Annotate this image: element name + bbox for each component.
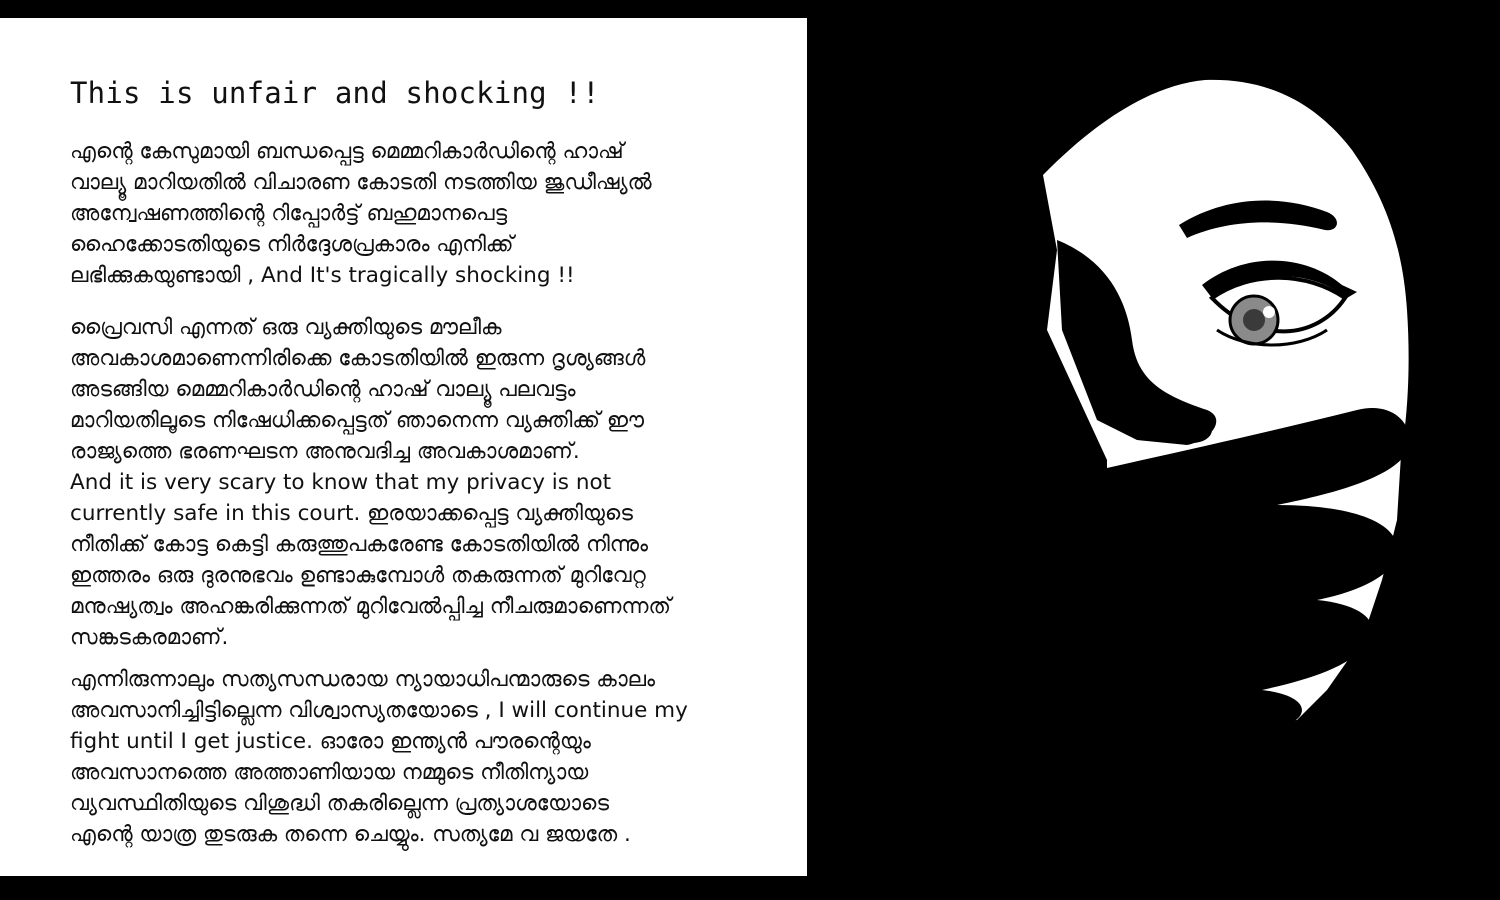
text-line: അവസാനത്തെ അത്താണിയായ നമ്മുടെ നീതിന്യായ [70,760,589,785]
statement-paragraph-3 [70,664,770,850]
text-line: ഇത്തരം ഒരു ദുരനുഭവം ഉണ്ടാകുമ്പോൾ തകരുന്നത് മുറിവേറ്റ [70,563,646,588]
nose-mark [1172,417,1212,443]
text-line: currently safe in this court. ഇരയാക്കപ്പെട്ട വ്യക്തിയുടെ [70,501,633,526]
statement-paragraph-2 [70,312,770,653]
text-line: വ്യവസ്ഥിതിയുടെ വിശുദ്ധി തകരില്ലെന്ന പ്രത്യാശയോടെ [70,791,610,816]
text-line: സങ്കടകരമാണ്. [70,625,229,650]
text-line: മാറിയതിലൂടെ നിഷേധിക്കപ്പെട്ടത് ഞാനെന്ന വ്യക്തിക്ക് ഈ [70,408,645,433]
text-line: അവസാനിച്ചിട്ടില്ലെന്ന വിശ്വാസ്യതയോടെ , I will continue my [70,698,688,723]
text-line: എന്റെ കേസുമായി ബന്ധപ്പെട്ട മെമ്മറികാർഡിന്റെ ഹാഷ് [70,139,624,164]
text-line: അവകാശമാണെന്നിരിക്കെ കോടതിയിൽ ഇരുന്ന ദൃശ്യങ്ങൾ [70,346,646,371]
statement-card [0,18,807,876]
text-line: വാല്യൂ മാറിയതിൽ വിചാരണ കോടതി നടത്തിയ ജുഡീഷ്യൽ [70,170,652,195]
statement-title: This is unfair and shocking !! [70,76,600,110]
text-line: രാജ്യത്തെ ഭരണഘടന അനുവദിച്ച അവകാശമാണ്. [70,439,580,464]
text-line: അടങ്ങിയ മെമ്മറികാർഡിന്റെ ഹാഷ് വാല്യൂ പലവട്ടം [70,377,576,402]
statement-paragraph-1 [70,136,770,291]
covered-mouth-woman-icon [807,0,1500,900]
text-line: ഹൈക്കോടതിയുടെ നിർദ്ദേശപ്രകാരം എനിക്ക് [70,232,514,257]
text-line: മനുഷ്യത്വം അഹങ്കരിക്കുന്നത് മുറിവേൽപ്പിച്ച നീചരുമാണെന്നത് [70,594,671,619]
text-line: ലഭിക്കുകയുണ്ടായി , And It's tragically shocking !! [70,263,575,288]
text-line: fight until I get justice. ഓരോ ഇന്ത്യൻ പൗരന്റെയും [70,729,591,754]
text-line: എന്നിരുന്നാലും സത്യസന്ധരായ ന്യായാധിപന്മാരുടെ കാലം [70,667,656,692]
text-line: പ്രൈവസി എന്നത് ഒരു വ്യക്തിയുടെ മൗലീക [70,315,502,340]
text-line: And it is very scary to know that my privacy is not [70,470,612,495]
eye-pupil [1243,309,1265,331]
text-line: അന്വേഷണത്തിന്റെ റിപ്പോർട്ട് ബഹുമാനപെട്ട [70,201,508,226]
text-line: എന്റെ യാത്ര തുടരുക തന്നെ ചെയ്യും. സത്യമേ വ ജയതേ . [70,822,631,847]
eye-highlight [1263,306,1275,318]
text-line: നീതിക്ക് കോട്ട കെട്ടി കരുത്തുപകരേണ്ട കോടതിയിൽ നിന്നും [70,532,649,557]
